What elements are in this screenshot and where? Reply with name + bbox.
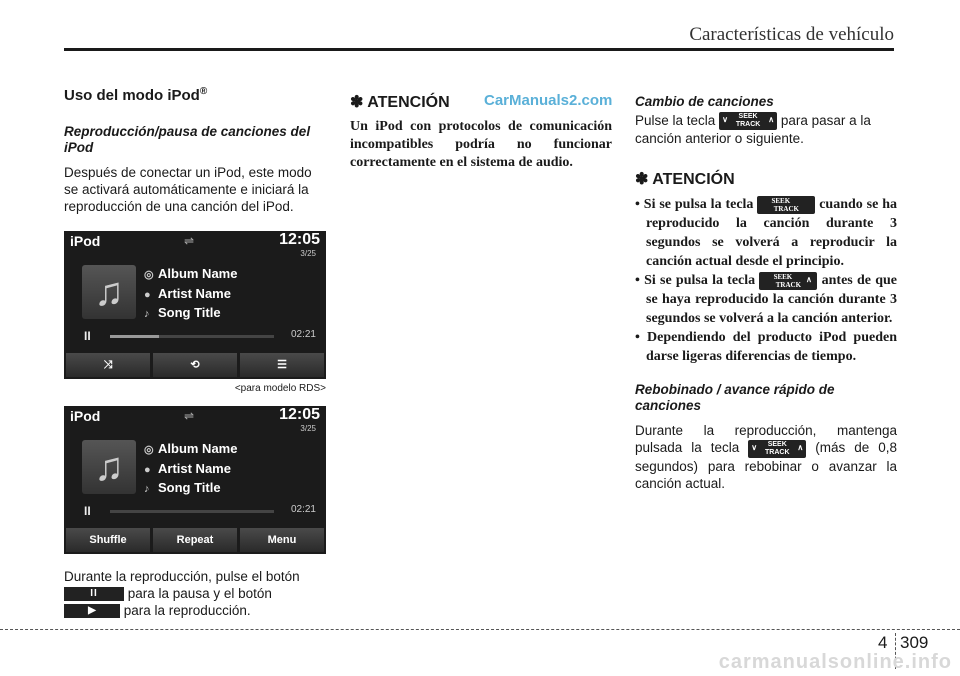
- header-rule: [64, 48, 894, 51]
- seek-track-key-icon: [719, 112, 777, 130]
- bullet2-text-b: antes de que se haya reproducido la canción durante 3 segundos se volverá a la canción anterior.: [646, 273, 897, 327]
- seek-label: SEEK: [738, 113, 758, 121]
- play-key-icon: ▶: [64, 604, 120, 618]
- subheading-track-change: Cambio de canciones: [635, 94, 774, 109]
- track-change-text-a: Pulse la tecla: [635, 113, 716, 128]
- screen-clock: 12:05: [279, 406, 320, 423]
- attention-title: ATENCIÓN: [367, 94, 450, 111]
- pause-icon: II: [84, 329, 91, 343]
- track-change-paragraph: [635, 112, 897, 147]
- section-title-text: Uso del modo iPod: [64, 87, 200, 104]
- album-name: Album Name: [158, 266, 238, 281]
- artist-name: Artist Name: [158, 285, 231, 301]
- menu-icon-button[interactable]: ☰: [240, 353, 324, 377]
- rewind-paragraph: [635, 422, 897, 491]
- elapsed-time: 02:21: [290, 329, 316, 340]
- attention-bullets: [635, 195, 897, 366]
- bullet1-text-b: cuando se ha reproducido la canción durante 3 segundos se volverá a reproducir la canción actual desde el principio.: [646, 197, 898, 270]
- track-count: 3/25: [300, 424, 316, 433]
- rds-caption: <para modelo RDS>: [234, 383, 326, 394]
- artist-icon: ●: [144, 463, 151, 476]
- page-header-title: Características de vehículo: [689, 24, 894, 45]
- pause-key-icon: II: [64, 587, 124, 601]
- bullet2-text-a: • Si se pulsa la tecla: [635, 273, 756, 289]
- track-info: [144, 440, 237, 499]
- shuffle-icon-button[interactable]: ⤨: [66, 353, 150, 377]
- screen-source: iPod: [70, 408, 101, 424]
- chevron-down-icon: ∨: [722, 115, 728, 125]
- subheading-rewind-forward: Rebobinado / avance rápido de canciones: [635, 382, 835, 414]
- subheading-play-pause: Reproducción/pausa de canciones del iPod: [64, 124, 311, 155]
- playback-text-a: Durante la reproducción, pulse el botón: [64, 569, 300, 584]
- progress-fill: [110, 335, 159, 338]
- album-icon: ◎: [144, 444, 154, 456]
- track-label: TRACK: [773, 205, 799, 214]
- chevron-up-icon: ∧: [768, 115, 775, 125]
- repeat-button[interactable]: Repeat: [153, 528, 237, 552]
- registered-mark: ®: [199, 86, 208, 97]
- site-watermark: carmanualsonline.info: [718, 651, 952, 673]
- shuffle-button[interactable]: Shuffle: [66, 528, 150, 552]
- chapter-number: 4: [878, 633, 888, 652]
- bullet-item: • Dependiendo del producto iPod pueden darse ligeras diferencias de tiempo.: [635, 330, 897, 365]
- progress-bar: [110, 335, 274, 338]
- screen-button-row: [66, 353, 324, 377]
- seek-label: SEEK: [773, 273, 793, 282]
- seek-track-key-icon: ∨ SEEK TRACK ∧: [759, 272, 817, 290]
- seek-track-key-icon: [748, 440, 806, 458]
- screen-clock: 12:05: [279, 231, 320, 248]
- playback-paragraph: [64, 568, 326, 619]
- menu-button[interactable]: Menu: [240, 528, 324, 552]
- song-icon: ♪: [144, 308, 150, 320]
- attention-star-icon: ✽: [350, 94, 364, 111]
- rewind-text-b: (más de 0,8 segundos) para rebobinar o avanzar la canción actual.: [635, 440, 897, 491]
- column-3: [635, 94, 897, 508]
- ipod-screen-rds: [64, 231, 326, 379]
- screen-source: iPod: [70, 233, 101, 249]
- playback-text-c: para la reproducción.: [123, 603, 251, 618]
- album-art-music-icon: ♫: [82, 440, 136, 494]
- watermark: CarManuals2.com: [484, 92, 613, 109]
- playback-text-b: para la pausa y el botón: [127, 586, 272, 601]
- page-number: 309: [900, 633, 929, 652]
- artist-name: Artist Name: [158, 460, 231, 476]
- seek-down-key-icon: ∨ SEEK TRACK: [757, 196, 815, 214]
- track-label: TRACK: [765, 448, 790, 456]
- album-art-music-icon: ♫: [82, 265, 136, 319]
- pause-icon: II: [84, 504, 91, 518]
- section-title: [64, 86, 326, 104]
- progress-bar: [110, 510, 274, 513]
- song-title: Song Title: [158, 305, 221, 320]
- bullet-item: [635, 195, 897, 271]
- usb-icon: ⇌: [184, 409, 195, 423]
- track-label: TRACK: [775, 281, 802, 290]
- rewind-text-a: Durante la reproducción, mantenga pulsada la tecla: [635, 423, 897, 456]
- bullet-item: [635, 271, 897, 328]
- ipod-screen-standard: [64, 406, 326, 554]
- attention-title: ATENCIÓN: [652, 171, 735, 189]
- track-count: 3/25: [300, 249, 316, 258]
- elapsed-time: 02:21: [290, 504, 316, 515]
- track-label: TRACK: [735, 121, 761, 129]
- chevron-down-icon: ∨: [751, 442, 758, 452]
- usb-icon: ⇌: [184, 234, 195, 248]
- song-icon: ♪: [144, 483, 150, 495]
- chevron-up-icon: ∧: [797, 442, 804, 452]
- album-name: Album Name: [158, 441, 238, 456]
- song-title: Song Title: [158, 480, 221, 495]
- attention-text: Un iPod con protocolos de comunicación incompatibles podría no funcionar correctamente en el sistema de audio.: [350, 119, 612, 170]
- attention-heading: [635, 169, 897, 189]
- album-icon: ◎: [144, 269, 154, 281]
- screen-button-row: [66, 528, 324, 552]
- seek-label: SEEK: [767, 440, 787, 448]
- footer-rule: [0, 629, 960, 630]
- seek-label: SEEK: [771, 197, 791, 206]
- attention-star-icon: ✽: [635, 171, 649, 189]
- track-change-text-b: para pasar a la canción anterior o siguiente.: [635, 113, 871, 147]
- bullet1-text-a: • Si se pulsa la tecla: [635, 197, 754, 213]
- artist-icon: ●: [144, 288, 151, 301]
- column-1: [64, 86, 326, 635]
- repeat-icon-button[interactable]: ⟲: [153, 353, 237, 377]
- track-info: [144, 265, 237, 324]
- intro-paragraph: Después de conectar un iPod, este modo se activará automáticamente e iniciará la reproducción de una canción del iPod.: [64, 165, 312, 214]
